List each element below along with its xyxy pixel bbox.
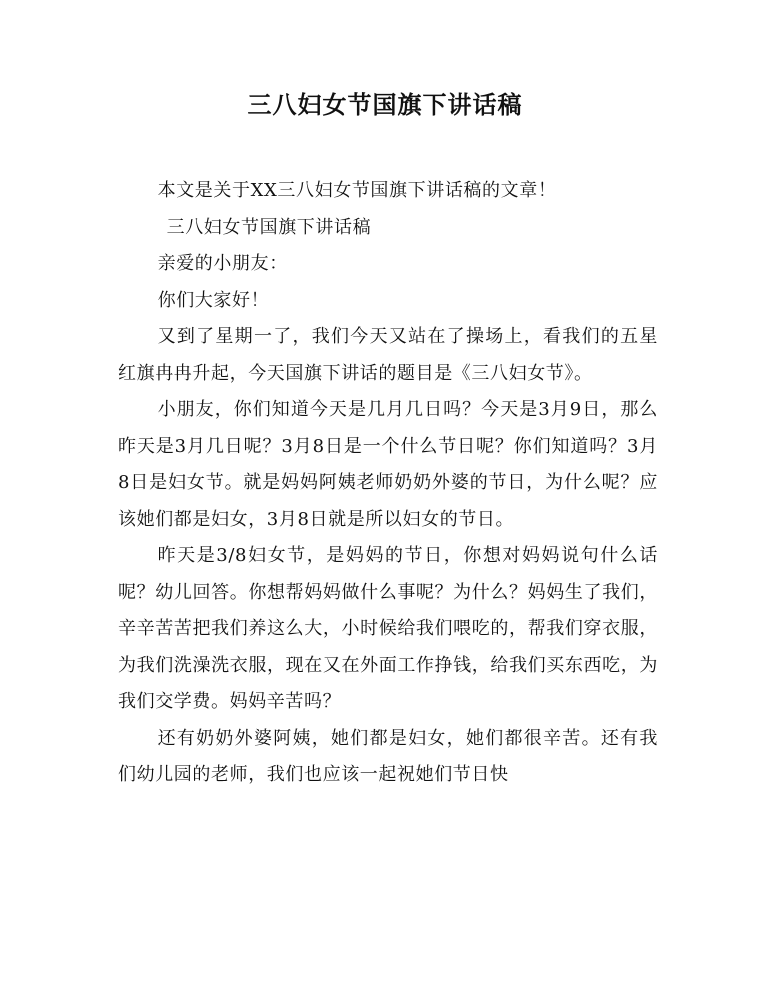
document-title: 三八妇女节国旗下讲话稿 [247,91,523,119]
speech-subtitle: 三八妇女节国旗下讲话稿 [166,216,372,238]
document-body [118,173,658,794]
paragraph-mothers: 昨天是3/8妇女节，是妈妈的节日，你想对妈妈说句什么话呢？幼儿回答。你想帮妈妈做什么事呢？为什么？妈妈生了我们，辛辛苦苦把我们养这么大，小时候给我们喂吃的，帮我们穿衣服，为我们洗澡洗衣服，现在又在外面工作挣钱，给我们买东西吃，为我们交学费。妈妈辛苦吗？ [118,545,658,712]
greeting: 你们大家好！ [157,289,270,311]
salutation: 亲爱的小朋友： [157,253,288,274]
intro-paragraph: 本文是关于XX三八妇女节国旗下讲话稿的文章！ [157,180,557,201]
paragraph-opening: 又到了星期一了，我们今天又站在了操场上，看我们的五星红旗冉冉升起，今天国旗下讲话的题目是《三八妇女节》。 [118,326,658,384]
paragraph-teachers: 还有奶奶外婆阿姨，她们都是妇女，她们都很辛苦。还有我们幼儿园的老师，我们也应该一起祝她们节日快 [118,727,658,785]
paragraph-date: 小朋友，你们知道今天是几月几日吗？今天是3月9日，那么昨天是3月几日呢？3月8日是一个什么节日呢？你们知道吗？3月8日是妇女节。就是妈妈阿姨老师奶奶外婆的节日，为什么呢？应该她们都是妇女，3月8日就是所以妇女的节日。 [118,399,658,530]
